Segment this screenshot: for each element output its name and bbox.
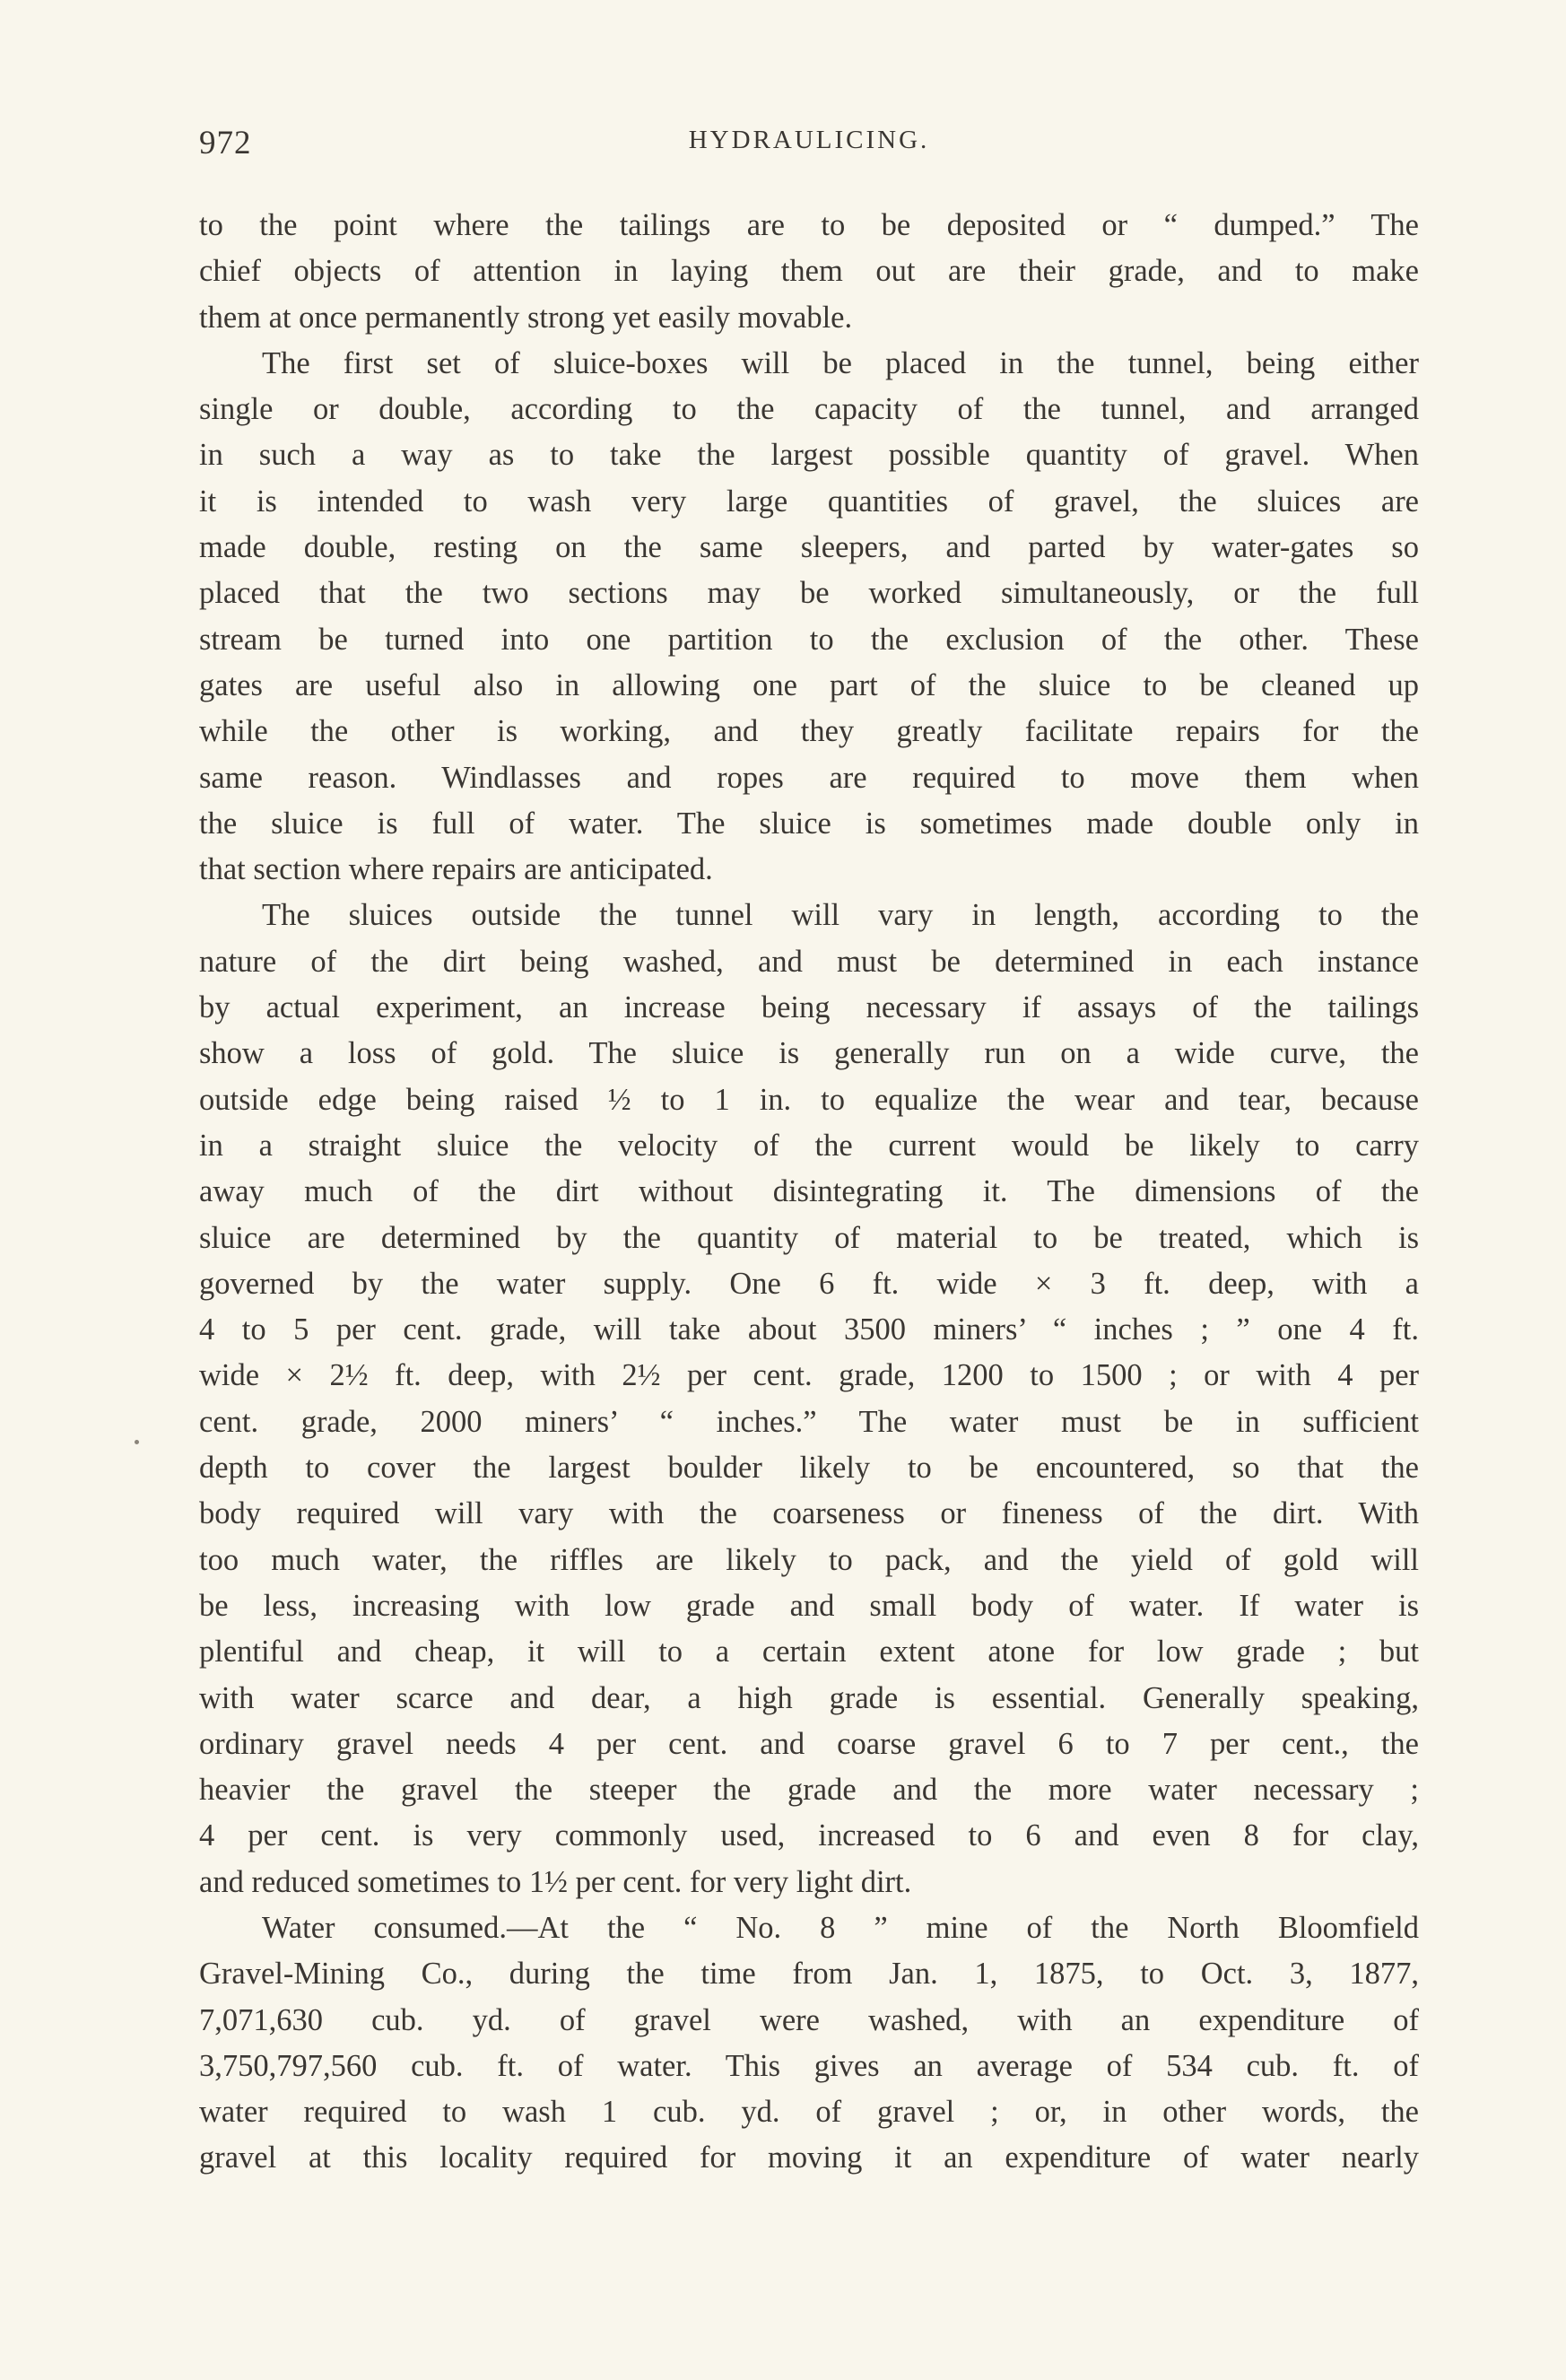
running-head: HYDRAULICING. — [688, 126, 930, 154]
text-line: it is intended to wash very large quantities of gravel, the sluices are — [199, 484, 1419, 519]
text-line: to the point where the tailings are to be deposited or “ dumped.” The — [199, 208, 1419, 242]
body-text — [199, 203, 1419, 2182]
text-line: that section where repairs are anticipated. — [199, 852, 713, 887]
text-line: Water consumed.—At the “ No. 8 ” mine of the North Bloomfield — [262, 1910, 1419, 1945]
text-line: in a straight sluice the velocity of the current would be likely to carry — [199, 1128, 1419, 1163]
text-line: chief objects of attention in laying them out are their grade, and to make — [199, 254, 1419, 289]
text-line: by actual experiment, an increase being necessary if assays of the tailings — [199, 990, 1419, 1025]
text-line: away much of the dirt without disintegrating it. The dimensions of the — [199, 1174, 1419, 1209]
text-line: governed by the water supply. One 6 ft. wide × 3 ft. deep, with a — [199, 1266, 1419, 1301]
text-line: and reduced sometimes to 1½ per cent. for very light dirt. — [199, 1864, 912, 1899]
text-line: with water scarce and dear, a high grade is essential. Generally speaking, — [199, 1680, 1419, 1715]
text-line: single or double, according to the capacity of the tunnel, and arranged — [199, 392, 1419, 427]
text-line: show a loss of gold. The sluice is generally run on a wide curve, the — [199, 1036, 1419, 1071]
text-line: 3,750,797,560 cub. ft. of water. This gives an average of 534 cub. ft. of — [199, 2048, 1419, 2083]
text-line: 4 to 5 per cent. grade, will take about 3500 miners’ “ inches ; ” one 4 ft. — [199, 1312, 1419, 1347]
text-line: wide × 2½ ft. deep, with 2½ per cent. grade, 1200 to 1500 ; or with 4 per — [199, 1358, 1419, 1393]
text-line: The first set of sluice-boxes will be placed in the tunnel, being either — [262, 345, 1419, 380]
text-line: gravel at this locality required for moving it an expenditure of water nearly — [199, 2140, 1419, 2175]
text-line: gates are useful also in allowing one part of the sluice to be cleaned up — [199, 667, 1419, 702]
text-line: heavier the gravel the steeper the grade and the more water necessary ; — [199, 1773, 1419, 1808]
text-line: depth to cover the largest boulder likely to be encountered, so that the — [199, 1451, 1419, 1486]
page-number: 972 — [199, 125, 252, 161]
text-line: The sluices outside the tunnel will vary in length, according to the — [262, 898, 1419, 933]
page-header — [199, 124, 1419, 178]
text-line: nature of the dirt being washed, and must be determined in each instance — [199, 944, 1419, 979]
text-line: stream be turned into one partition to the exclusion of the other. These — [199, 622, 1419, 657]
text-line: Gravel-Mining Co., during the time from Jan. 1, 1875, to Oct. 3, 1877, — [199, 1957, 1419, 1992]
text-line: them at once permanently strong yet easily movable. — [199, 300, 853, 335]
text-line: 7,071,630 cub. yd. of gravel were washed, with an expenditure of — [199, 2002, 1419, 2037]
text-line: outside edge being raised ½ to 1 in. to equalize the wear and tear, because — [199, 1082, 1419, 1117]
text-line: body required will vary with the coarseness or fineness of the dirt. With — [199, 1496, 1419, 1531]
text-line: ordinary gravel needs 4 per cent. and coarse gravel 6 to 7 per cent., the — [199, 1726, 1419, 1761]
text-line: same reason. Windlasses and ropes are required to move them when — [199, 760, 1419, 795]
text-line: the sluice is full of water. The sluice is sometimes made double only in — [199, 806, 1419, 841]
text-line: sluice are determined by the quantity of material to be treated, which is — [199, 1220, 1419, 1255]
text-line: too much water, the riffles are likely to pack, and the yield of gold will — [199, 1542, 1419, 1577]
text-line: water required to wash 1 cub. yd. of gravel ; or, in other words, the — [199, 2095, 1419, 2130]
text-line: placed that the two sections may be worked simultaneously, or the full — [199, 576, 1419, 611]
margin-speck — [135, 1440, 139, 1444]
text-line: made double, resting on the same sleepers, and parted by water-gates so — [199, 530, 1419, 565]
text-line: be less, increasing with low grade and small body of water. If water is — [199, 1588, 1419, 1623]
text-line: cent. grade, 2000 miners’ “ inches.” The water must be in sufficient — [199, 1404, 1419, 1439]
text-line: plentiful and cheap, it will to a certain extent atone for low grade ; but — [199, 1635, 1419, 1669]
text-line: while the other is working, and they greatly facilitate repairs for the — [199, 714, 1419, 749]
text-line: in such a way as to take the largest possible quantity of gravel. When — [199, 438, 1419, 473]
text-line: 4 per cent. is very commonly used, increased to 6 and even 8 for clay, — [199, 1818, 1419, 1853]
